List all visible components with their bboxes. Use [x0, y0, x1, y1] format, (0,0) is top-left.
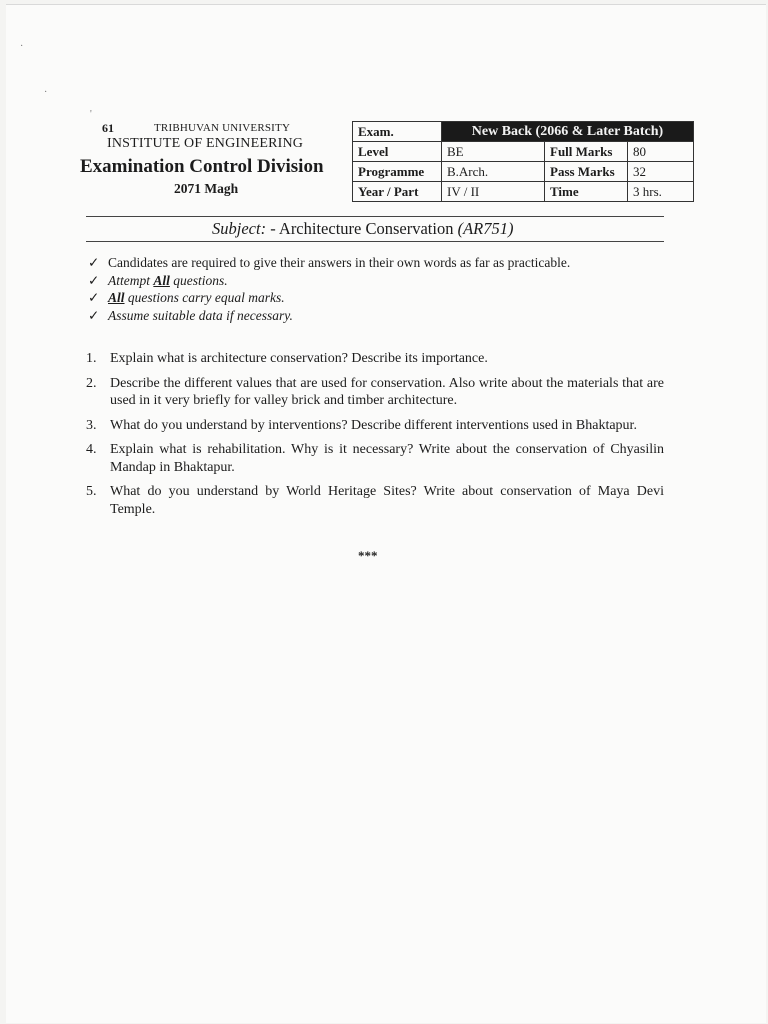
- programme-value: B.Arch.: [442, 162, 545, 182]
- scan-speck: ': [90, 109, 92, 120]
- scan-speck: ·: [44, 87, 48, 98]
- pass-marks-label: Pass Marks: [545, 162, 628, 182]
- instruction-text: Attempt All questions.: [108, 272, 228, 288]
- question-list: [86, 350, 664, 525]
- instruction-item: [88, 272, 570, 290]
- instruction-text: All questions carry equal marks.: [108, 290, 285, 305]
- check-icon: ✓: [88, 272, 100, 288]
- instruction-item: [88, 289, 570, 307]
- question-text: Explain what is architecture conservation? Describe its importance.: [110, 351, 488, 366]
- exam-info-table: [352, 121, 694, 202]
- question-number: 4.: [86, 442, 97, 457]
- table-row: [353, 142, 694, 162]
- question-number: 3.: [86, 417, 97, 433]
- divider: [86, 241, 664, 242]
- question-item: [86, 483, 664, 518]
- check-icon: ✓: [88, 255, 100, 270]
- question-item: [86, 350, 664, 368]
- subject-line: [212, 219, 514, 239]
- question-text: What do you understand by World Heritage Sites? Write about conservation of Maya Devi Temple.: [110, 484, 664, 517]
- full-marks-value: 80: [628, 142, 694, 162]
- year-part-label: Year / Part: [353, 182, 442, 202]
- subject-name: - Architecture Conservation: [270, 219, 454, 238]
- check-icon: ✓: [88, 307, 100, 323]
- exam-label: Exam.: [353, 122, 442, 142]
- divider: [86, 216, 664, 217]
- table-row: [353, 122, 694, 142]
- instruction-text: Assume suitable data if necessary.: [108, 307, 293, 323]
- question-number: 5.: [86, 484, 97, 499]
- question-item: [86, 441, 664, 476]
- instruction-item: [88, 254, 570, 272]
- check-icon: ✓: [88, 290, 100, 305]
- year-part-value: IV / II: [442, 182, 545, 202]
- question-item: [86, 375, 664, 410]
- subject-prefix: Subject:: [212, 219, 267, 238]
- emphasis: All: [153, 272, 170, 288]
- pass-marks-value: 32: [628, 162, 694, 182]
- full-marks-label: Full Marks: [545, 142, 628, 162]
- paper-number: 61: [102, 121, 114, 135]
- level-label: Level: [353, 142, 442, 162]
- exam-session: 2071 Magh: [174, 181, 239, 196]
- question-text: What do you understand by interventions? Describe different interventions used in Bhaktapur.: [110, 417, 637, 433]
- level-value: BE: [442, 142, 545, 162]
- question-number: 1.: [86, 351, 97, 366]
- instruction-text: Candidates are required to give their answers in their own words as far as practicable.: [108, 255, 571, 270]
- time-label: Time: [545, 182, 628, 202]
- table-row: [353, 182, 694, 202]
- question-item: [86, 417, 664, 435]
- division-name: Examination Control Division: [80, 156, 324, 177]
- question-text: Describe the different values that are used for conservation. Also write about the materials that are used in it very briefly for valley brick and timber architecture.: [110, 375, 664, 408]
- emphasis: All: [108, 290, 125, 305]
- instructions: [88, 254, 570, 324]
- programme-label: Programme: [353, 162, 442, 182]
- institute-name: INSTITUTE OF ENGINEERING: [107, 136, 304, 151]
- subject-code: (AR751): [457, 219, 514, 238]
- question-number: 2.: [86, 375, 97, 391]
- instruction-item: [88, 307, 570, 325]
- time-value: 3 hrs.: [628, 182, 694, 202]
- table-row: [353, 162, 694, 182]
- question-text: Explain what is rehabilitation. Why is it necessary? Write about the conservation of Chyasilin Mandap in Bhaktapur.: [110, 442, 664, 475]
- scan-speck: ·: [20, 41, 24, 52]
- university-name: TRIBHUVAN UNIVERSITY: [154, 122, 291, 134]
- end-mark: ***: [358, 548, 378, 563]
- exam-value: New Back (2066 & Later Batch): [442, 122, 694, 142]
